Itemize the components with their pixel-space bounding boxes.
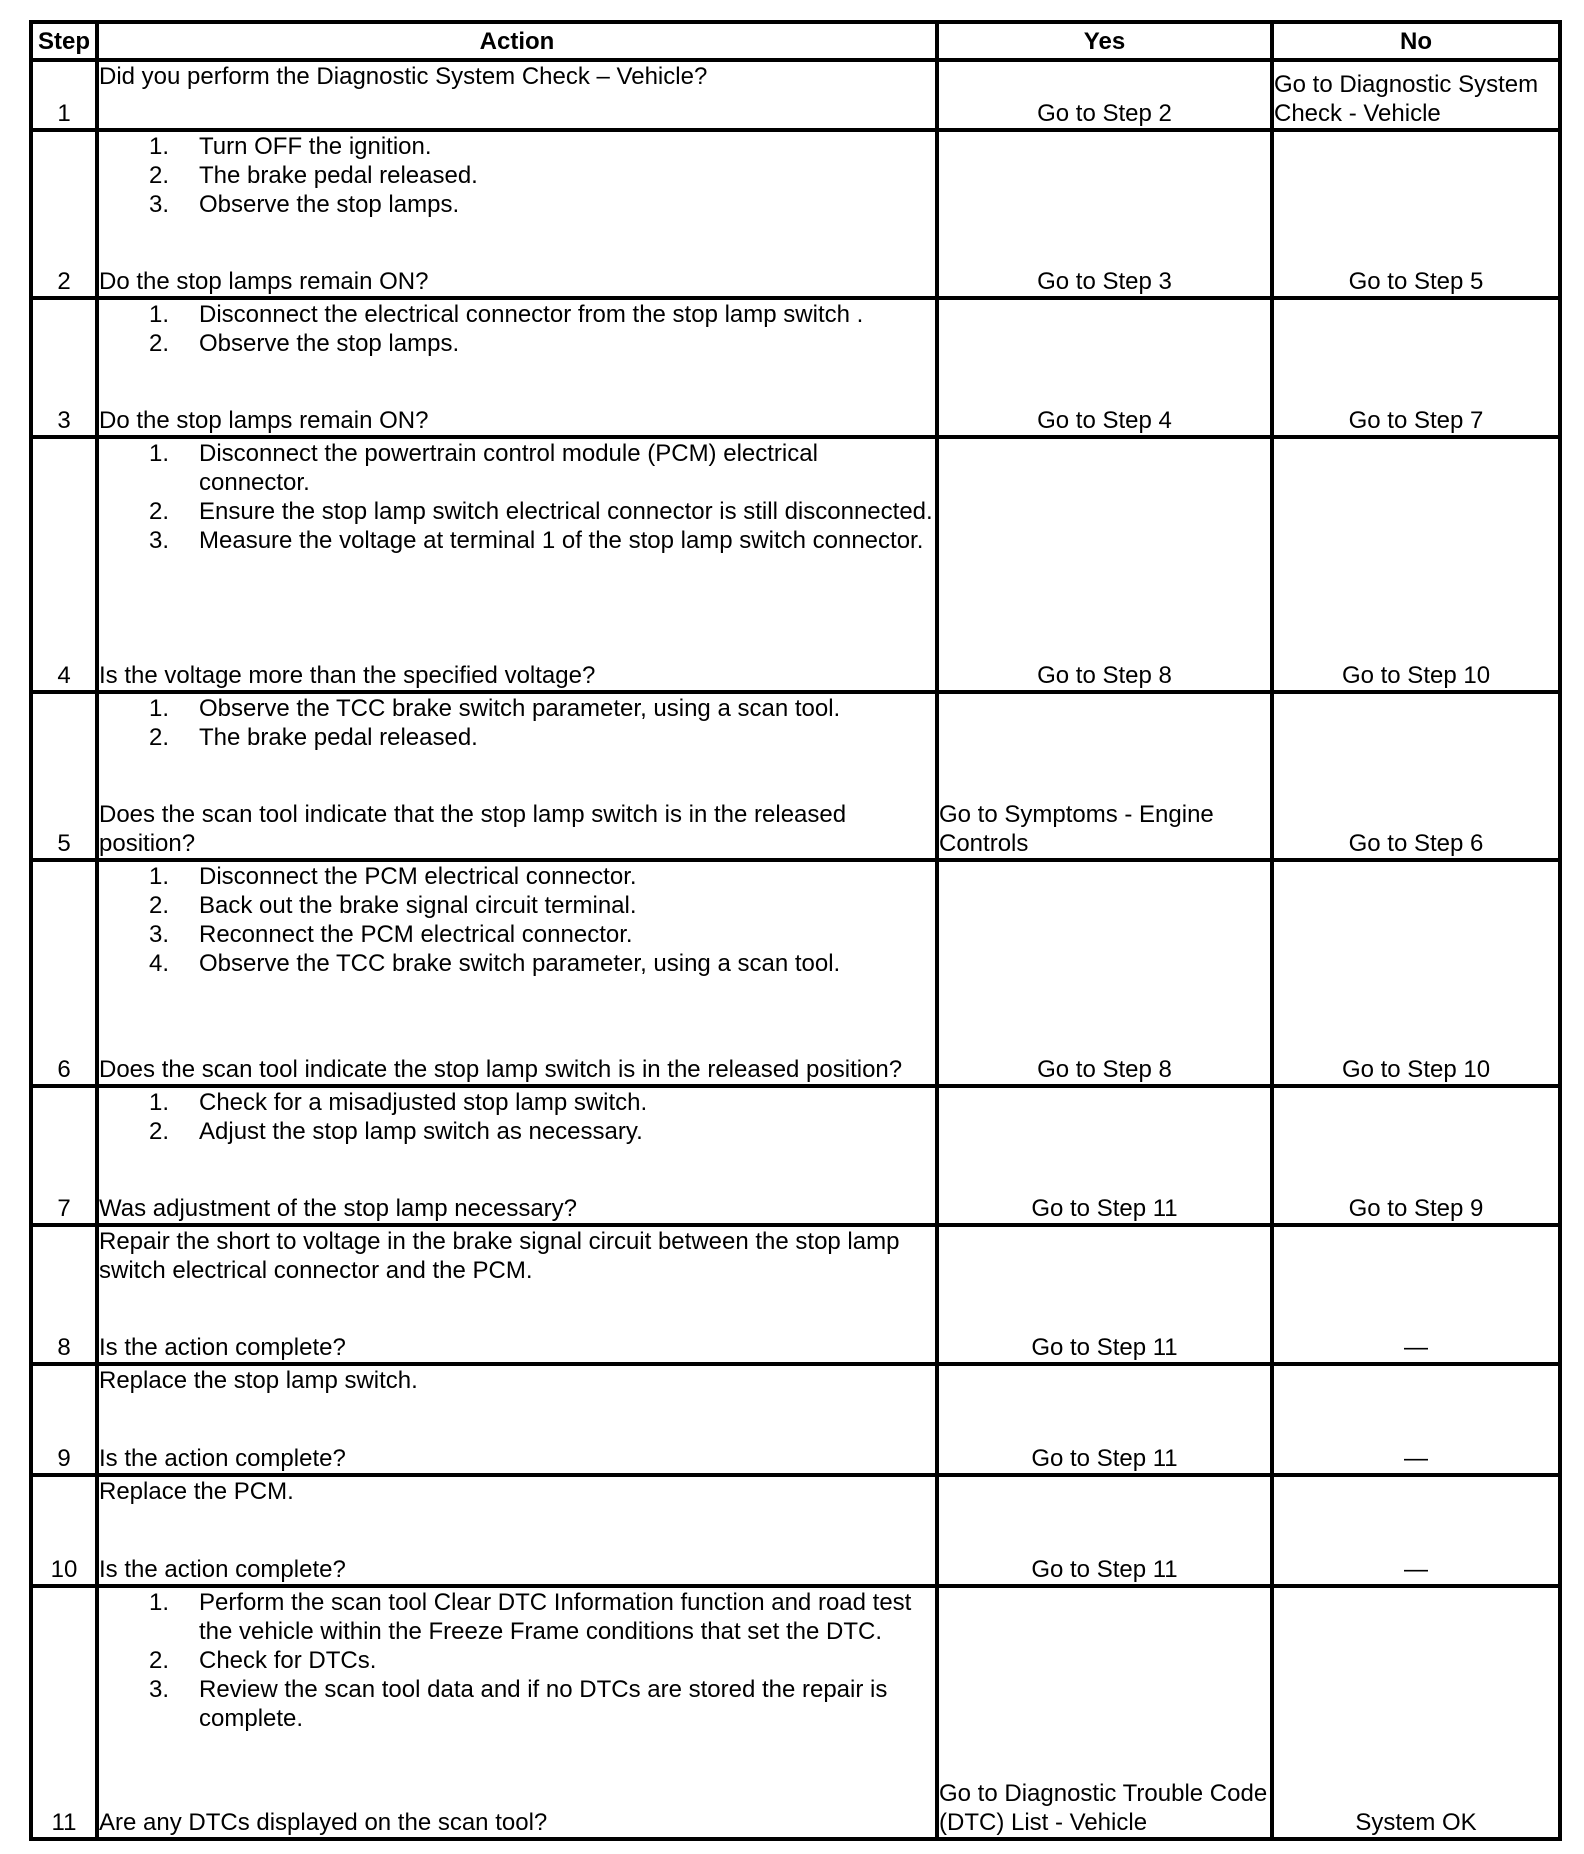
- action-cell: [97, 1225, 937, 1364]
- instruction-item: [99, 920, 935, 949]
- no-result: —: [1272, 1364, 1560, 1475]
- yes-result: Go to Diagnostic Trouble Code (DTC) List - Vehicle: [937, 1586, 1272, 1839]
- instruction-number: 2.: [149, 330, 170, 357]
- step-number: 9: [31, 1364, 97, 1475]
- instruction-list: [99, 300, 935, 358]
- instruction-item: [99, 161, 935, 190]
- instruction-text: Review the scan tool data and if no DTCs are stored the repair is complete.: [199, 1676, 888, 1732]
- instruction-text: Turn OFF the ignition.: [199, 133, 432, 160]
- instruction-text: Adjust the stop lamp switch as necessary.: [199, 1118, 643, 1145]
- action-cell: [97, 1086, 937, 1225]
- action-cell: [97, 298, 937, 437]
- no-result: —: [1272, 1225, 1560, 1364]
- instruction-number: 4.: [149, 950, 170, 977]
- step-number: 11: [31, 1586, 97, 1839]
- action-cell: [97, 130, 937, 298]
- instruction-number: 3.: [149, 527, 170, 554]
- instruction-item: [99, 949, 935, 978]
- instruction-item: [99, 526, 935, 555]
- table-row: [31, 1086, 1560, 1225]
- table-row: [31, 130, 1560, 298]
- instruction-item: [99, 132, 935, 161]
- instruction-text: Ensure the stop lamp switch electrical connector is still disconnected.: [199, 498, 933, 525]
- yes-result: Go to Step 2: [937, 60, 1272, 130]
- action-question: Is the voltage more than the specified voltage?: [99, 662, 596, 689]
- instruction-number: 3.: [149, 191, 170, 218]
- yes-result: Go to Step 8: [937, 437, 1272, 692]
- table-row: [31, 692, 1560, 860]
- action-question: Do the stop lamps remain ON?: [99, 407, 429, 434]
- step-number: 5: [31, 692, 97, 860]
- action-cell: [97, 1364, 937, 1475]
- action-text: Replace the PCM.: [99, 1478, 294, 1505]
- instruction-text: Disconnect the powertrain control module (PCM) electrical connector.: [199, 440, 818, 496]
- action-question: Is the action complete?: [99, 1334, 346, 1361]
- instruction-number: 3.: [149, 921, 170, 948]
- instruction-number: 2.: [149, 1118, 170, 1145]
- table-row: [31, 1364, 1560, 1475]
- instruction-item: [99, 891, 935, 920]
- instruction-text: Measure the voltage at terminal 1 of the stop lamp switch connector.: [199, 527, 924, 554]
- instruction-item: [99, 1646, 935, 1675]
- table-row: [31, 1475, 1560, 1586]
- no-result: —: [1272, 1475, 1560, 1586]
- table-row: [31, 1586, 1560, 1839]
- yes-result: Go to Step 11: [937, 1225, 1272, 1364]
- step-number: 8: [31, 1225, 97, 1364]
- no-result: Go to Step 6: [1272, 692, 1560, 860]
- step-number: 6: [31, 860, 97, 1086]
- instruction-item: [99, 1588, 935, 1646]
- instruction-list: [99, 1588, 935, 1733]
- instruction-number: 1.: [149, 1589, 170, 1616]
- instruction-text: Disconnect the electrical connector from the stop lamp switch .: [199, 301, 864, 328]
- instruction-number: 2.: [149, 498, 170, 525]
- no-result: Go to Step 9: [1272, 1086, 1560, 1225]
- action-cell: [97, 60, 937, 130]
- instruction-list: [99, 862, 935, 978]
- no-result: Go to Step 10: [1272, 860, 1560, 1086]
- instruction-item: [99, 439, 935, 497]
- action-question: Do the stop lamps remain ON?: [99, 268, 429, 295]
- step-number: 4: [31, 437, 97, 692]
- instruction-number: 1.: [149, 1089, 170, 1116]
- header-row: [31, 22, 1560, 60]
- action-cell: [97, 437, 937, 692]
- instruction-text: Check for a misadjusted stop lamp switch.: [199, 1089, 648, 1116]
- action-text: Replace the stop lamp switch.: [99, 1367, 418, 1394]
- instruction-list: [99, 694, 935, 752]
- instruction-text: Back out the brake signal circuit terminal.: [199, 892, 637, 919]
- instruction-text: Observe the stop lamps.: [199, 330, 460, 357]
- instruction-number: 2.: [149, 724, 170, 751]
- instruction-item: [99, 694, 935, 723]
- yes-result: Go to Step 11: [937, 1086, 1272, 1225]
- instruction-list: [99, 1088, 935, 1146]
- header-action: Action: [97, 22, 937, 60]
- instruction-number: 1.: [149, 133, 170, 160]
- action-cell: [97, 1475, 937, 1586]
- no-result: Go to Step 7: [1272, 298, 1560, 437]
- instruction-text: Observe the TCC brake switch parameter, using a scan tool.: [199, 950, 841, 977]
- yes-result: Go to Step 11: [937, 1475, 1272, 1586]
- instruction-number: 1.: [149, 440, 170, 467]
- action-question: Does the scan tool indicate the stop lamp switch is in the released position?: [99, 1056, 903, 1083]
- instruction-item: [99, 329, 935, 358]
- action-cell: [97, 860, 937, 1086]
- action-text: Repair the short to voltage in the brake signal circuit between the stop lamp switch electrical connector and the PCM.: [99, 1228, 900, 1284]
- instruction-item: [99, 1675, 935, 1733]
- action-question: Is the action complete?: [99, 1556, 346, 1583]
- instruction-text: The brake pedal released.: [199, 724, 478, 751]
- instruction-number: 3.: [149, 1676, 170, 1703]
- instruction-text: Check for DTCs.: [199, 1647, 377, 1674]
- no-result: Go to Step 5: [1272, 130, 1560, 298]
- instruction-text: Observe the TCC brake switch parameter, using a scan tool.: [199, 695, 841, 722]
- action-question: Are any DTCs displayed on the scan tool?: [99, 1809, 548, 1836]
- instruction-item: [99, 497, 935, 526]
- table-row: [31, 437, 1560, 692]
- instruction-text: Reconnect the PCM electrical connector.: [199, 921, 633, 948]
- instruction-item: [99, 1117, 935, 1146]
- yes-result: Go to Step 4: [937, 298, 1272, 437]
- no-result: System OK: [1272, 1586, 1560, 1839]
- yes-result: Go to Symptoms - Engine Controls: [937, 692, 1272, 860]
- instruction-text: Disconnect the PCM electrical connector.: [199, 863, 637, 890]
- instruction-text: Perform the scan tool Clear DTC Information function and road test the vehicle within the Freeze Frame conditions that set the DTC.: [199, 1589, 912, 1645]
- step-number: 2: [31, 130, 97, 298]
- yes-result: Go to Step 8: [937, 860, 1272, 1086]
- instruction-number: 2.: [149, 892, 170, 919]
- table-row: [31, 1225, 1560, 1364]
- action-text: Did you perform the Diagnostic System Check – Vehicle?: [99, 63, 708, 90]
- table-row: [31, 298, 1560, 437]
- yes-result: Go to Step 11: [937, 1364, 1272, 1475]
- instruction-item: [99, 300, 935, 329]
- step-number: 3: [31, 298, 97, 437]
- diagnostic-table: [29, 20, 1562, 1841]
- instruction-number: 1.: [149, 863, 170, 890]
- step-number: 7: [31, 1086, 97, 1225]
- instruction-text: The brake pedal released.: [199, 162, 478, 189]
- action-cell: [97, 692, 937, 860]
- instruction-item: [99, 862, 935, 891]
- table-row: [31, 860, 1560, 1086]
- instruction-number: 2.: [149, 1647, 170, 1674]
- action-question: Is the action complete?: [99, 1445, 346, 1472]
- instruction-list: [99, 132, 935, 219]
- header-step: Step: [31, 22, 97, 60]
- step-number: 10: [31, 1475, 97, 1586]
- action-question: Does the scan tool indicate that the stop lamp switch is in the released position?: [99, 801, 847, 857]
- instruction-item: [99, 190, 935, 219]
- instruction-item: [99, 1088, 935, 1117]
- instruction-item: [99, 723, 935, 752]
- instruction-text: Observe the stop lamps.: [199, 191, 460, 218]
- header-no: No: [1272, 22, 1560, 60]
- instruction-list: [99, 439, 935, 555]
- action-question: Was adjustment of the stop lamp necessary?: [99, 1195, 578, 1222]
- step-number: 1: [31, 60, 97, 130]
- instruction-number: 1.: [149, 695, 170, 722]
- instruction-number: 2.: [149, 162, 170, 189]
- no-result: Go to Diagnostic System Check - Vehicle: [1272, 60, 1560, 130]
- yes-result: Go to Step 3: [937, 130, 1272, 298]
- header-yes: Yes: [937, 22, 1272, 60]
- no-result: Go to Step 10: [1272, 437, 1560, 692]
- instruction-number: 1.: [149, 301, 170, 328]
- table-row: [31, 60, 1560, 130]
- action-cell: [97, 1586, 937, 1839]
